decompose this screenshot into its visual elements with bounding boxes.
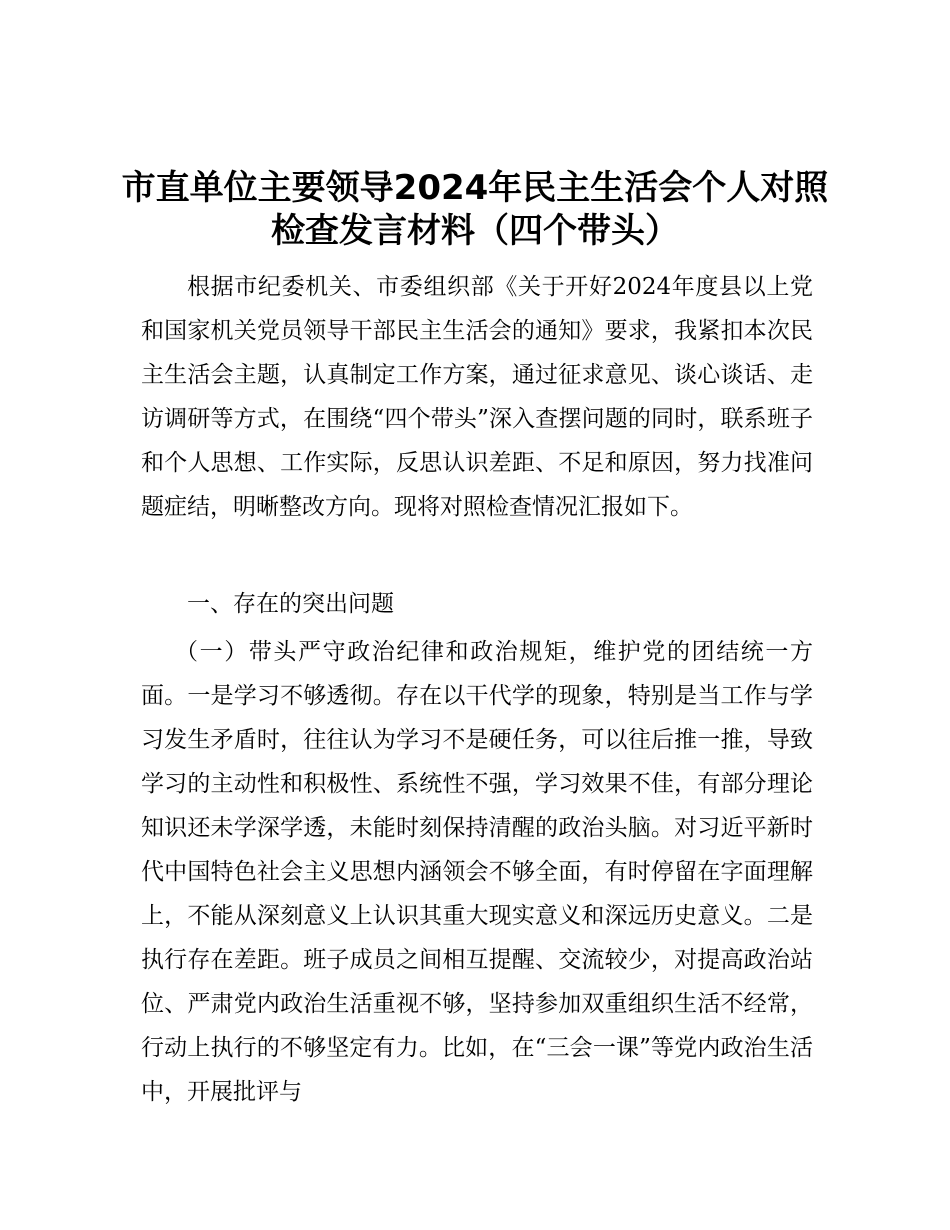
section-heading-1: 一、存在的突出问题: [187, 591, 394, 617]
section-1-paragraph: （一）带头严守政治纪律和政治规矩，维护党的团结统一方面。一是学习不够透彻。存在以干代学的现象，特别是当工作与学习发生矛盾时，往往认为学习不是硬任务，可以往后推一推，导致学习的主动性和积极性、系统性不强，学习效果不佳，有部分理论知识还未学深学透，未能时刻保持清醒的政治头脑。对习近平新时代中国特色社会主义思想内涵领会不够全面，有时停留在字面理解上，不能从深刻意义上认识其重大现实意义和深远历史意义。二是执行存在差距。班子成员之间相互提醒、交流较少，对提高政治站位、严肃党内政治生活重视不够，坚持参加双重组织生活不经常，行动上执行的不够坚定有力。比如，在“三会一课”等党内政治生活中，开展批评与: [141, 639, 813, 1105]
intro-paragraph: 根据市纪委机关、市委组织部《关于开好2024年度县以上党和国家机关党员领导干部民主生活会的通知》要求，我紧扣本次民主生活会主题，认真制定工作方案，通过征求意见、谈心谈话、走访调研等方式，在围绕“四个带头”深入查摆问题的同时，联系班子和个人思想、工作实际，反思认识差距、不足和原因，努力找准问题症结，明晰整改方向。现将对照检查情况汇报如下。: [141, 274, 813, 520]
document-title-line-1: 市直单位主要领导2024年民主生活会个人对照: [121, 168, 829, 208]
document-title-line-2: 检查发言材料（四个带头）: [271, 211, 679, 251]
